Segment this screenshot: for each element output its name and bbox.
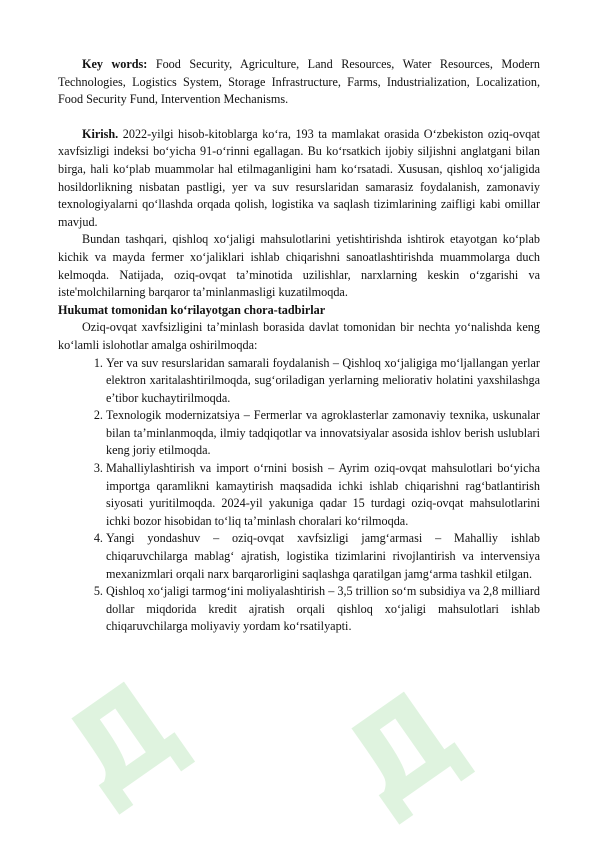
list-item: 1. Yer va suv resurslaridan samarali foydalanish – Qishloq xo‘jaligiga mo‘ljallangan yerlar elektron xaritalashtirilmoqda, sug‘oriladigan yerlarning meliorativ holatini yaxshilashga e’tibor kuchaytirilmoqda. bbox=[106, 355, 540, 408]
watermark-logo-2: Д bbox=[319, 662, 487, 838]
list-item: 5. Qishloq xo‘jaligi tarmog‘ini moliyalashtirish – 3,5 trillion so‘m subsidiya va 2,8 milliard dollar miqdorida kredit ajratish orqali qishloq xo‘jaligi mahsulotlari ishlab chiqaruvchilarga moliyaviy yordam ko‘rsatilyapti. bbox=[106, 583, 540, 636]
intro-paragraph bbox=[58, 126, 540, 232]
intro-label: Kirish. bbox=[82, 126, 119, 141]
list-item: 4. Yangi yondashuv – oziq-ovqat xavfsizligi jamg‘armasi – Mahalliy ishlab chiqaruvchilarga mablag‘ ajratish, logistika tizimlarini rivojlantirish va intervensiya mexanizmlari orqali narx barqarorligini saqlashga qaratilgan jamg‘arma tashkil etilgan. bbox=[106, 530, 540, 583]
list-item: 3. Mahalliylashtirish va import o‘rnini bosish – Ayrim oziq-ovqat mahsulotlari bo‘yicha importga qaramlikni kamaytirish maqsadida ichki ishlab chiqarishni rag‘batlantirish siyosati yuritilmoqda. 2024-yil yakuniga qadar 15 turdagi oziq-ovqat mahsulotlarini ichki bozor hisobidan to‘liq ta’minlash choralari ko‘rilmoqda. bbox=[106, 460, 540, 530]
section-heading: Hukumat tomonidan ko‘rilayotgan chora-tadbirlar bbox=[58, 302, 326, 317]
keywords-label: Key words: bbox=[82, 57, 148, 71]
paragraph-2: Bundan tashqari, qishloq xo‘jaligi mahsulotlarini yetishtirishda ishtirok etayotgan ko‘plab kichik va mayda fermer xo‘jaliklari ishlab chiqarishni sanoatlashtirishda muammolarga duch kelmoqda. Natijada, oziq-ovqat ta’minotida uzilishlar, narxlarning keskin o‘zgarishi va iste'molchilarning barqaror ta’minlanmasligi kuzatilmoqda. bbox=[58, 232, 540, 300]
intro-text: 2022-yilgi hisob-kitoblarga ko‘ra, 193 ta mamlakat orasida O‘zbekiston oziq-ovqat xavfsizligi indeksi bo‘yicha 91-o‘rinni egallagan. Bu ko‘rsatkich ijobiy siljishni anglatgani bilan birga, hali ko‘plab muammolar hal etilmaganligini ham ko‘rsatadi. Xususan, qishloq xo‘jaligida hosildorlikning nisbatan pastligi, yer va suv resurslaridan samarasiz foydalanish, zamonaviy texnologiyalarni qo‘llashda orqada qolish, logistika va saqlash tizimlarining zaifligi kabi omillar mavjud. bbox=[58, 126, 541, 229]
document-page bbox=[58, 56, 540, 636]
keywords-paragraph bbox=[58, 56, 540, 109]
keywords-text: Food Security, Agriculture, Land Resources, Water Resources, Modern Technologies, Logistics System, Storage Infrastructure, Farms, Industrialization, Localization, Food Security Fund, Intervention Mechanisms. bbox=[58, 57, 541, 107]
measures-list bbox=[58, 355, 540, 637]
list-item: 2. Texnologik modernizatsiya – Fermerlar va agroklasterlar zamonaviy texnika, uskunalar bilan ta’minlanmoqda, ilmiy tadqiqotlar va innovatsiyalar asosida ishlov berish uslublari keng joriy etilmoqda. bbox=[106, 407, 540, 460]
paragraph-3: Oziq-ovqat xavfsizligini ta’minlash borasida davlat tomonidan bir nechta yo‘nalishda keng ko‘lamli islohotlar amalga oshirilmoqda: bbox=[58, 320, 540, 352]
watermark-logo-1: Д bbox=[39, 652, 207, 828]
